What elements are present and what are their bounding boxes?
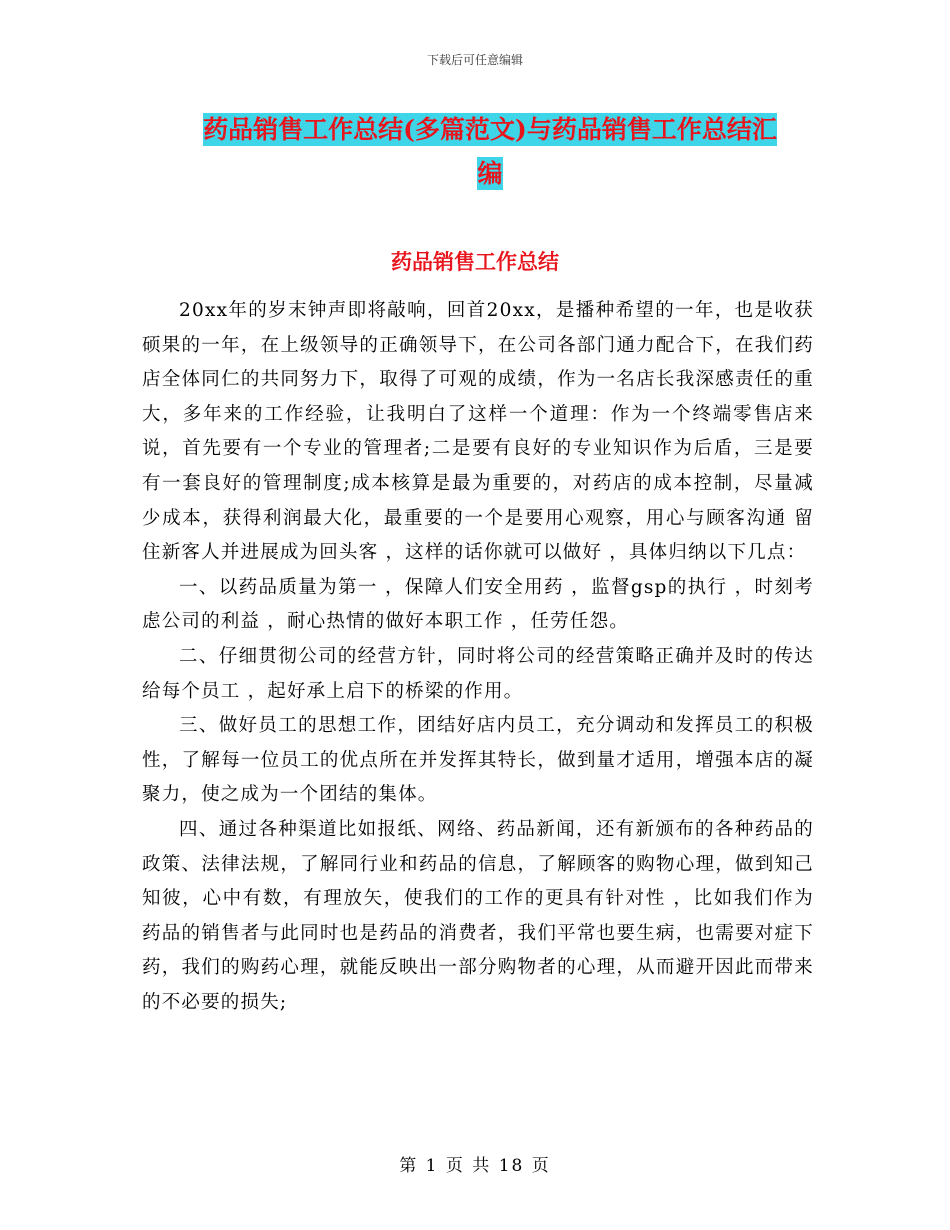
section-heading: 药品销售工作总结 (391, 249, 559, 274)
paragraph-point-2: 二、仔细贯彻公司的经营方针，同时将公司的经营策略正确并及时的传达给每个员工 ，起好承上启下的桥梁的作用。 (142, 645, 814, 702)
page-number-footer: 第 1 页 共 18 页 (399, 1156, 551, 1176)
paragraph-point-4: 四、通过各种渠道比如报纸、网络、药品新闻，还有新颁布的各种药品的政策、法律法规，了解同行业和药品的信息，了解顾客的购物心理，做到知己知彼，心中有数，有理放矢，使我们的工作的更具有针对性 ，比如我们作为药品的销售者与此同时也是药品的消费者，我们平常也要生病，也需要对症下药，我们的购药心理，就能反映出一部分购物者的心理，从而避开因此而带来的不必要的损失; (142, 818, 814, 1013)
paragraph-point-1: 一、以药品质量为第一 ，保障人们安全用药 ，监督gsp的执行 ，时刻考虑公司的利益 ，耐心热情的做好本职工作 ，任劳任怨。 (142, 576, 814, 633)
document-title-line-2: 编 (477, 159, 503, 188)
body-text (142, 294, 814, 1020)
document-title (140, 108, 840, 196)
header-note: 下载后可任意编辑 (426, 53, 523, 67)
paragraph-intro: 20xx年的岁末钟声即将敲响，回首20xx，是播种希望的一年，也是收获硕果的一年，在上级领导的正确领导下，在公司各部门通力配合下，在我们药店全体同仁的共同努力下，取得了可观的成绩，作为一名店长我深感责任的重大，多年来的工作经验，让我明白了这样一个道理：作为一个终端零售店来说，首先要有一个专业的管理者;二是要有良好的专业知识作为后盾，三是要有一套良好的管理制度;成本核算是最为重要的，对药店的成本控制，尽量减少成本，获得利润最大化，最重要的一个是要用心观察，用心与顾客沟通 留住新客人并进展成为回头客 ，这样的话你就可以做好 ，具体归纳以下几点： (142, 300, 814, 564)
document-title-line-1: 药品销售工作总结(多篇范文)与药品销售工作总结汇 (203, 115, 777, 144)
paragraph-point-3: 三、做好员工的思想工作，团结好店内员工，充分调动和发挥员工的积极性，了解每一位员工的优点所在并发挥其特长，做到量才适用，增强本店的凝聚力，使之成为一个团结的集体。 (142, 715, 814, 806)
